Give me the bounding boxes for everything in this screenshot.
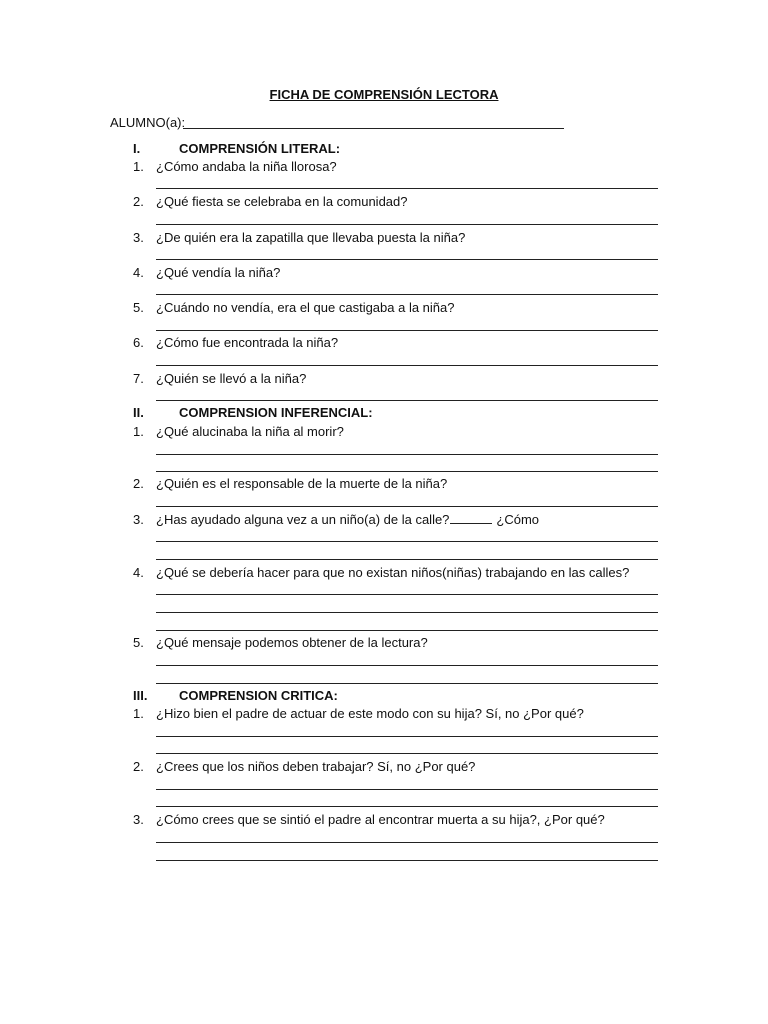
answer-line[interactable]: [156, 506, 658, 507]
question-text: ¿Cómo fue encontrada la niña?: [156, 335, 339, 350]
section-number: III.: [133, 688, 148, 703]
answer-line[interactable]: [156, 454, 658, 455]
answer-line[interactable]: [156, 860, 658, 861]
question-text: ¿Quién se llevó a la niña?: [156, 371, 307, 386]
student-name-field[interactable]: [183, 128, 564, 129]
question-number: 5.: [133, 300, 144, 315]
question-number: 1.: [133, 159, 144, 174]
question-text: ¿Cuándo no vendía, era el que castigaba a la niña?: [156, 300, 455, 315]
question-number: 6.: [133, 335, 144, 350]
answer-line[interactable]: [156, 842, 658, 843]
question-number: 1.: [133, 424, 144, 439]
page-title: [0, 87, 768, 103]
section-title: COMPRENSION INFERENCIAL:: [179, 405, 373, 420]
answer-line[interactable]: [156, 559, 658, 560]
question-text: ¿Cómo crees que se sintió el padre al encontrar muerta a su hija?, ¿Por qué?: [156, 812, 605, 827]
inline-answer-blank[interactable]: [450, 512, 492, 524]
question-text-continued: ¿Cómo: [496, 512, 540, 527]
question-number: 3.: [133, 512, 144, 527]
answer-line[interactable]: [156, 471, 658, 472]
question-number: 1.: [133, 706, 144, 721]
question-number: 3.: [133, 812, 144, 827]
answer-line[interactable]: [156, 541, 658, 542]
question-text: ¿Cómo andaba la niña llorosa?: [156, 159, 337, 174]
question-text-group: [156, 512, 539, 528]
question-text: ¿Qué se debería hacer para que no existan niños(niñas) trabajando en las calles?: [156, 565, 630, 580]
question-number: 3.: [133, 230, 144, 245]
answer-line[interactable]: [156, 400, 658, 401]
question-number: 5.: [133, 635, 144, 650]
answer-line[interactable]: [156, 365, 658, 366]
question-number: 7.: [133, 371, 144, 386]
question-text: ¿Crees que los niños deben trabajar? Sí, no ¿Por qué?: [156, 759, 476, 774]
section-number: I.: [133, 141, 141, 156]
answer-line[interactable]: [156, 330, 658, 331]
answer-line[interactable]: [156, 665, 658, 666]
question-number: 2.: [133, 194, 144, 209]
question-number: 2.: [133, 759, 144, 774]
answer-line[interactable]: [156, 683, 658, 684]
section-title: COMPRENSION CRITICA:: [179, 688, 338, 703]
answer-line[interactable]: [156, 753, 658, 754]
question-text: ¿Hizo bien el padre de actuar de este modo con su hija? Sí, no ¿Por qué?: [156, 706, 584, 721]
question-text: ¿Qué fiesta se celebraba en la comunidad?: [156, 194, 408, 209]
question-text: ¿Has ayudado alguna vez a un niño(a) de la calle?: [156, 512, 450, 527]
student-name-label: ALUMNO(a):: [110, 115, 186, 130]
answer-line[interactable]: [156, 630, 658, 631]
question-text: ¿Qué vendía la niña?: [156, 265, 281, 280]
section-title: COMPRENSIÓN LITERAL:: [179, 141, 341, 156]
question-text: ¿Qué alucinaba la niña al morir?: [156, 424, 344, 439]
question-number: 2.: [133, 476, 144, 491]
answer-line[interactable]: [156, 789, 658, 790]
question-text: ¿Quién es el responsable de la muerte de la niña?: [156, 476, 448, 491]
answer-line[interactable]: [156, 594, 658, 595]
answer-line[interactable]: [156, 188, 658, 189]
question-text: ¿Qué mensaje podemos obtener de la lectura?: [156, 635, 428, 650]
answer-line[interactable]: [156, 612, 658, 613]
answer-line[interactable]: [156, 806, 658, 807]
question-text: ¿De quién era la zapatilla que llevaba puesta la niña?: [156, 230, 466, 245]
answer-line[interactable]: [156, 259, 658, 260]
question-number: 4.: [133, 265, 144, 280]
page-title-text: FICHA DE COMPRENSIÓN LECTORA: [269, 87, 499, 102]
answer-line[interactable]: [156, 736, 658, 737]
question-number: 4.: [133, 565, 144, 580]
answer-line[interactable]: [156, 224, 658, 225]
section-number: II.: [133, 405, 144, 420]
answer-line[interactable]: [156, 294, 658, 295]
